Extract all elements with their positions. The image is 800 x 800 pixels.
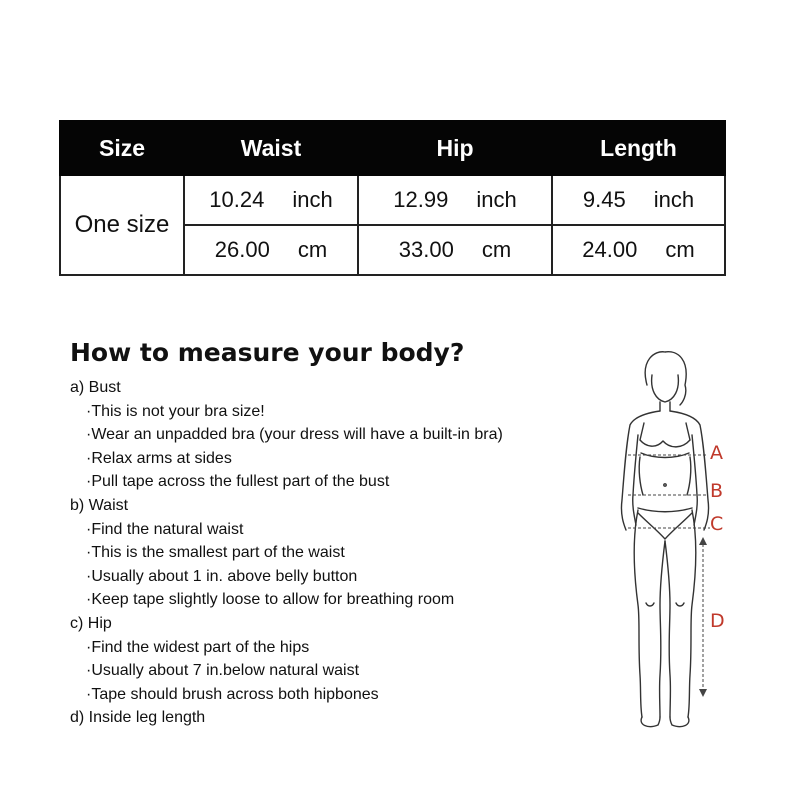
list-item-bust: a) Bust <box>70 379 121 396</box>
length-inch-unit: inch <box>653 187 695 212</box>
header-hip: Hip <box>358 121 552 175</box>
list-item: ·Pull tape across the fullest part of the bust <box>86 473 390 491</box>
hip-cm-cell <box>358 225 552 275</box>
guide-list <box>70 376 600 730</box>
marker-c-label: C <box>710 513 724 535</box>
hip-cm-unit: cm <box>481 237 512 262</box>
list-item-hip: c) Hip <box>70 614 112 632</box>
list-item: ·This is the smallest part of the waist <box>86 544 345 562</box>
length-cm-value: 24.00 <box>582 237 638 262</box>
list-item: ·Usually about 1 in. above belly button <box>86 567 358 585</box>
list-item: ·Find the widest part of the hips <box>86 638 310 656</box>
header-length: Length <box>552 121 725 175</box>
size-name-cell: One size <box>60 175 184 275</box>
length-inch-value: 9.45 <box>582 187 626 212</box>
waist-cm-unit: cm <box>297 237 328 262</box>
size-table-header-row <box>60 121 725 175</box>
list-item: ·Tape should brush across both hipbones <box>86 685 379 703</box>
hip-inch-value: 12.99 <box>393 187 449 212</box>
list-item: ·Usually about 7 in.below natural waist <box>86 662 360 680</box>
table-row <box>60 175 725 225</box>
waist-cm-value: 26.00 <box>214 237 270 262</box>
guide-heading: How to measure your body? <box>70 338 465 367</box>
body-measurement-figure <box>600 345 750 735</box>
hip-inch-cell <box>358 175 552 225</box>
hip-cm-value: 33.00 <box>398 237 454 262</box>
list-item-inside-leg: d) Inside leg length <box>70 709 206 727</box>
body-outline-illustration <box>600 345 750 735</box>
list-item: ·Wear an unpadded bra (your dress will have a built-in bra) <box>86 426 503 444</box>
marker-b-label: B <box>710 480 724 502</box>
size-table <box>59 120 726 276</box>
length-cm-cell <box>552 225 725 275</box>
header-waist: Waist <box>184 121 358 175</box>
waist-inch-unit: inch <box>292 187 333 212</box>
list-item: ·Relax arms at sides <box>86 449 232 467</box>
header-size: Size <box>60 121 184 175</box>
list-item-waist: b) Waist <box>70 496 129 514</box>
marker-a-label: A <box>710 442 723 464</box>
hip-inch-unit: inch <box>476 187 517 212</box>
waist-inch-cell <box>184 175 358 225</box>
length-inch-cell <box>552 175 725 225</box>
list-item: ·Find the natural waist <box>86 520 244 538</box>
list-item: ·Keep tape slightly loose to allow for breathing room <box>86 591 455 609</box>
list-item: ·This is not your bra size! <box>86 402 265 420</box>
length-cm-unit: cm <box>665 237 695 262</box>
measuring-guide <box>70 334 600 730</box>
waist-cm-cell <box>184 225 358 275</box>
marker-d-label: D <box>710 610 725 632</box>
waist-inch-value: 10.24 <box>209 187 265 212</box>
